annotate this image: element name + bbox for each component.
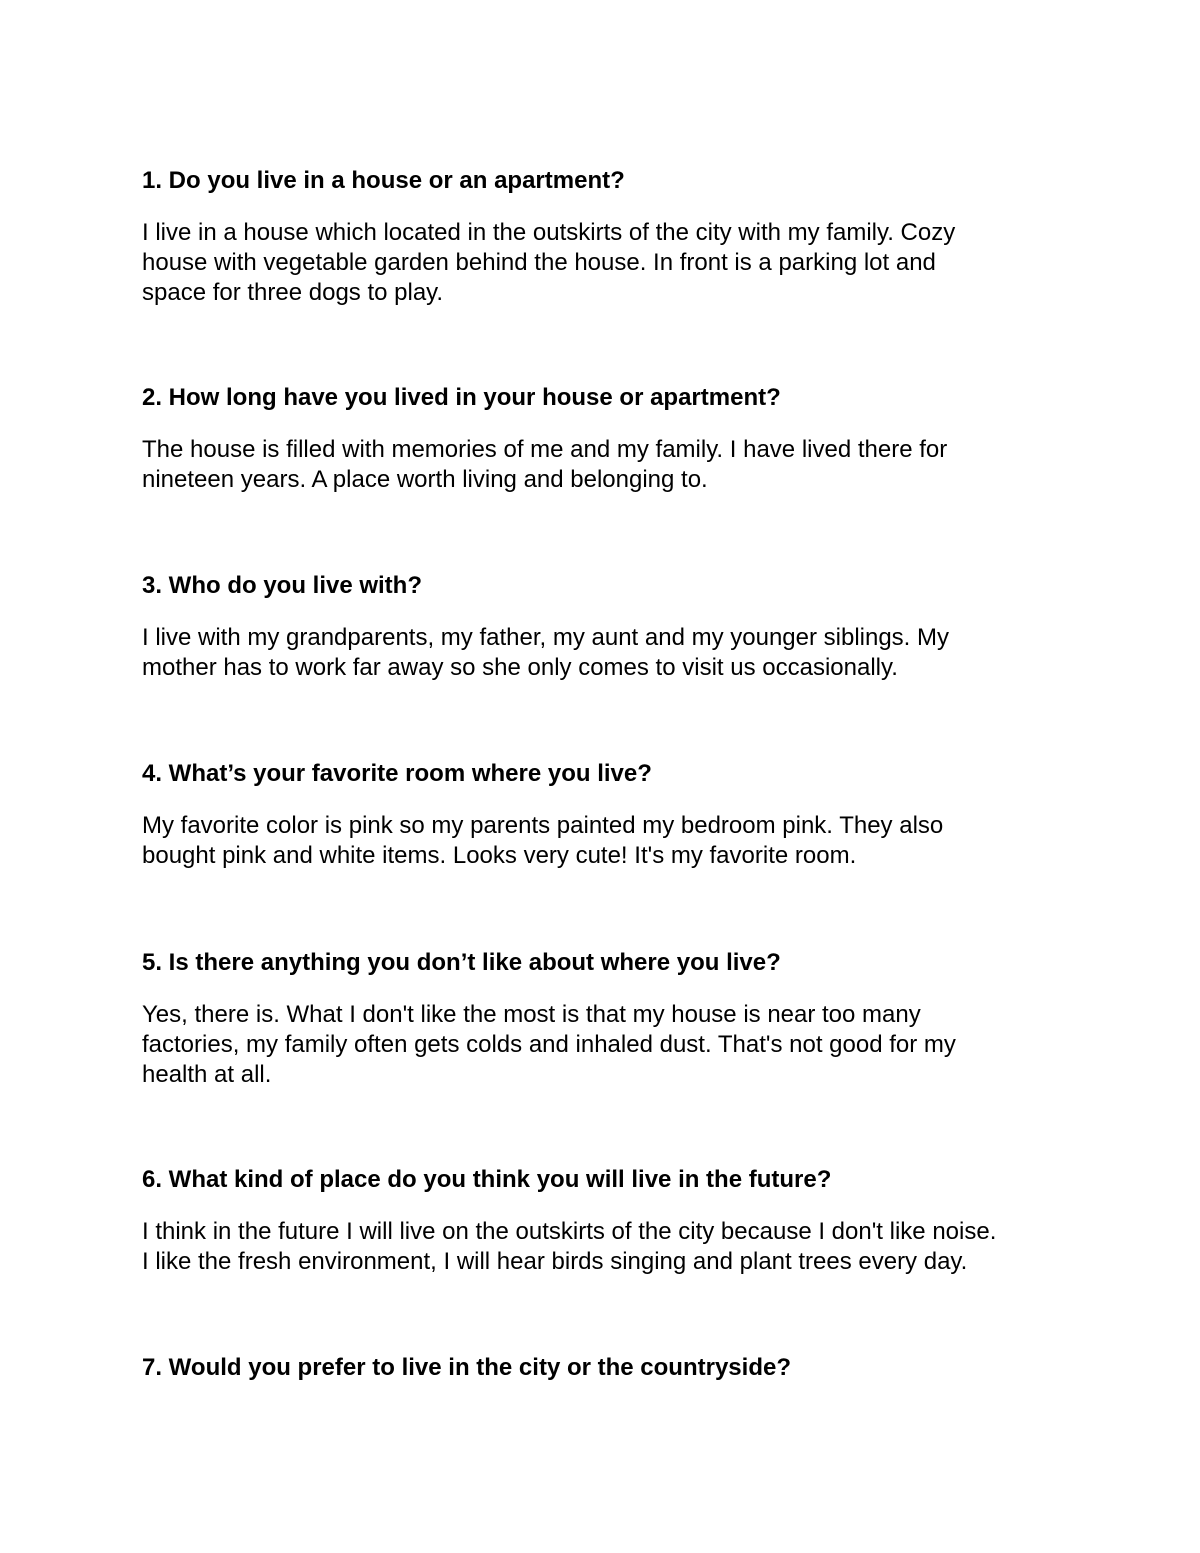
answer-6 bbox=[142, 1217, 1072, 1277]
answer-line: My favorite color is pink so my parents painted my bedroom pink. They also bbox=[142, 812, 944, 839]
qa-item-2 bbox=[142, 383, 1072, 495]
question-5: 5. Is there anything you don’t like about where you live? bbox=[142, 949, 781, 976]
question-3: 3. Who do you live with? bbox=[142, 572, 422, 599]
answer-line: house with vegetable garden behind the house. In front is a parking lot and bbox=[142, 249, 936, 276]
qa-item-1 bbox=[142, 166, 1072, 308]
question-7: 7. Would you prefer to live in the city or the countryside? bbox=[142, 1354, 791, 1381]
answer-line: I like the fresh environment, I will hear birds singing and plant trees every day. bbox=[142, 1248, 968, 1275]
answer-line: bought pink and white items. Looks very cute! It's my favorite room. bbox=[142, 842, 857, 869]
answer-line: I live with my grandparents, my father, my aunt and my younger siblings. My bbox=[142, 624, 950, 651]
answer-3 bbox=[142, 623, 1072, 683]
qa-item-7 bbox=[142, 1353, 1072, 1383]
answer-line: The house is filled with memories of me and my family. I have lived there for bbox=[142, 436, 948, 463]
answer-line: mother has to work far away so she only comes to visit us occasionally. bbox=[142, 654, 898, 681]
question-4: 4. What’s your favorite room where you live? bbox=[142, 760, 652, 787]
answer-line: space for three dogs to play. bbox=[142, 279, 444, 306]
question-1: 1. Do you live in a house or an apartment? bbox=[142, 167, 625, 194]
answer-line: I live in a house which located in the outskirts of the city with my family. Cozy bbox=[142, 219, 956, 246]
question-6: 6. What kind of place do you think you will live in the future? bbox=[142, 1166, 832, 1193]
qa-item-6 bbox=[142, 1165, 1072, 1277]
question-2: 2. How long have you lived in your house or apartment? bbox=[142, 384, 781, 411]
answer-line: Yes, there is. What I don't like the most is that my house is near too many bbox=[142, 1001, 921, 1028]
answer-4 bbox=[142, 811, 1072, 871]
qa-item-5 bbox=[142, 948, 1072, 1090]
answer-line: health at all. bbox=[142, 1061, 272, 1088]
qa-item-3 bbox=[142, 571, 1072, 683]
answer-line: factories, my family often gets colds and inhaled dust. That's not good for my bbox=[142, 1031, 956, 1058]
answer-2 bbox=[142, 435, 1072, 495]
qa-item-4 bbox=[142, 759, 1072, 871]
answer-line: nineteen years. A place worth living and belonging to. bbox=[142, 466, 708, 493]
answer-line: I think in the future I will live on the outskirts of the city because I don't like noise. bbox=[142, 1218, 997, 1245]
answer-1 bbox=[142, 218, 1072, 308]
answer-5 bbox=[142, 1000, 1072, 1090]
